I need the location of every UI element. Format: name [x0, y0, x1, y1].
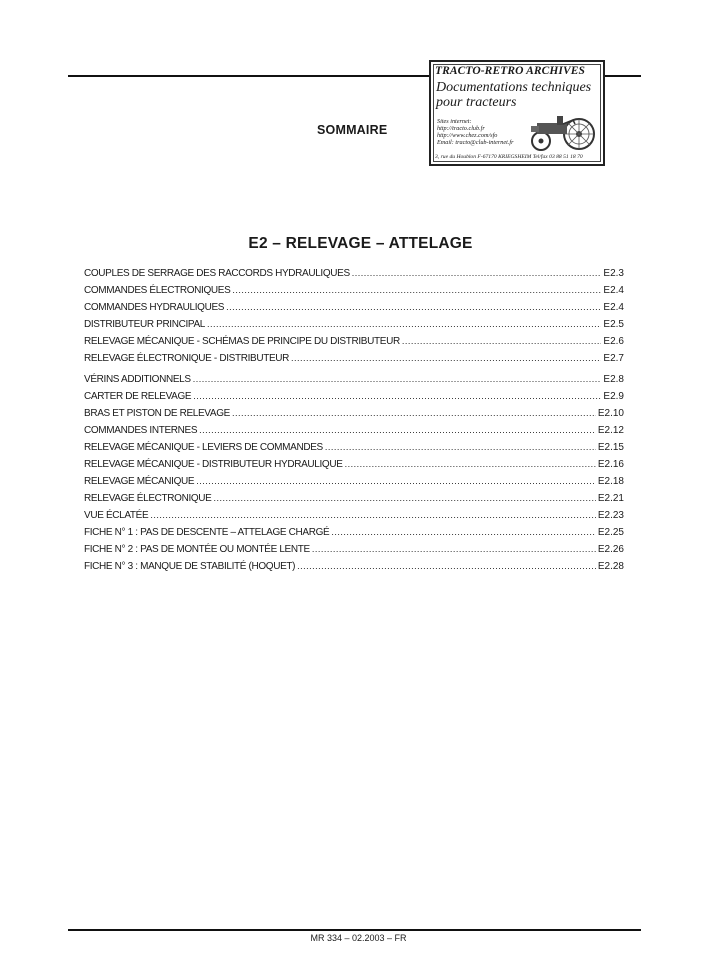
toc-entry-title: FICHE N° 1 : PAS DE DESCENTE – ATTELAGE CHARGÉ [84, 527, 330, 538]
toc-entry [84, 389, 624, 403]
toc-entry-page: E2.28 [597, 561, 624, 572]
toc-leader-dots [312, 542, 596, 556]
toc-entry-title: RELEVAGE MÉCANIQUE - SCHÉMAS DE PRINCIPE DU DISTRIBUTEUR [84, 336, 400, 347]
toc-entry-title: RELEVAGE MÉCANIQUE - LEVIERS DE COMMANDES [84, 442, 323, 453]
toc-entry-page: E2.15 [597, 442, 624, 453]
toc-entry-title: VÉRINS ADDITIONNELS [84, 374, 191, 385]
toc-entry [84, 266, 624, 280]
toc-entry [84, 491, 624, 505]
toc-entry-page: E2.8 [603, 374, 624, 385]
toc-entry [84, 351, 624, 365]
toc-entry-title: FICHE N° 2 : PAS DE MONTÉE OU MONTÉE LENTE [84, 544, 310, 555]
toc-leader-dots [331, 525, 595, 539]
stamp-address: 3, rue du Houblon F-67170 KRIEGSHEIM Tel/fax 03 88 51 18 70 [435, 154, 583, 160]
stamp-subtitle-line1: Documentations techniques [436, 80, 592, 95]
toc-entry-title: CARTER DE RELEVAGE [84, 391, 192, 402]
toc-entry-page: E2.6 [603, 336, 624, 347]
toc-entry-page: E2.16 [597, 459, 624, 470]
toc-entry-page: E2.10 [597, 408, 624, 419]
toc-entry [84, 559, 624, 573]
toc-leader-dots [207, 317, 601, 331]
toc-entry [84, 508, 624, 522]
toc-leader-dots [196, 474, 596, 488]
archive-stamp [429, 60, 605, 166]
section-title: E2 – RELEVAGE – ATTELAGE [248, 235, 473, 252]
toc-entry-title: DISTRIBUTEUR PRINCIPAL [84, 319, 206, 330]
toc-entry-page: E2.26 [597, 544, 624, 555]
toc-entry-page: E2.23 [597, 510, 624, 521]
toc-leader-dots [291, 351, 601, 365]
toc-leader-dots [232, 406, 596, 420]
toc-leader-dots [199, 423, 596, 437]
tractor-illustration [527, 110, 599, 152]
toc-leader-dots [232, 283, 601, 297]
toc-entry-title: BRAS ET PISTON DE RELEVAGE [84, 408, 230, 419]
stamp-subtitle-line2: pour tracteurs [436, 95, 517, 110]
toc-entry [84, 300, 624, 314]
toc-entry-title: FICHE N° 3 : MANQUE DE STABILITÉ (HOQUET) [84, 561, 296, 572]
toc-leader-dots [150, 508, 596, 522]
stamp-sites-label: Sites internet: [437, 118, 472, 125]
toc-entry-page: E2.21 [597, 493, 624, 504]
toc-entry [84, 440, 624, 454]
toc-leader-dots [226, 300, 601, 314]
toc-entry-title: RELEVAGE ÉLECTRONIQUE [84, 493, 212, 504]
toc-entry-title: VUE ÉCLATÉE [84, 510, 149, 521]
toc-entry [84, 423, 624, 437]
toc-entry-title: COMMANDES INTERNES [84, 425, 198, 436]
toc-leader-dots [214, 491, 596, 505]
toc-leader-dots [345, 457, 596, 471]
toc-entry-page: E2.3 [603, 268, 624, 279]
toc-entry [84, 283, 624, 297]
toc-leader-dots [352, 266, 602, 280]
toc-entry [84, 474, 624, 488]
toc-entry [84, 334, 624, 348]
toc-leader-dots [325, 440, 596, 454]
stamp-email: Email: tracto@club-internet.fr [437, 139, 514, 146]
footer-reference: MR 334 – 02.2003 – FR [310, 933, 407, 943]
sommaire-heading: SOMMAIRE [317, 123, 388, 137]
stamp-site-1: http://tracto.club.fr [437, 125, 485, 132]
toc-leader-dots [193, 389, 601, 403]
toc-entry-page: E2.5 [603, 319, 624, 330]
toc-entry-title: COUPLES DE SERRAGE DES RACCORDS HYDRAULIQUES [84, 268, 350, 279]
toc-entry-page: E2.7 [603, 353, 624, 364]
toc-leader-dots [402, 334, 602, 348]
toc-entry-page: E2.25 [597, 527, 624, 538]
toc-entry [84, 542, 624, 556]
toc-entry-page: E2.12 [597, 425, 624, 436]
bottom-rule [68, 929, 641, 931]
toc-leader-dots [193, 372, 602, 386]
toc-entry-page: E2.9 [603, 391, 624, 402]
toc-entry-title: RELEVAGE MÉCANIQUE [84, 476, 195, 487]
toc-entry [84, 372, 624, 386]
toc-entry [84, 406, 624, 420]
toc-leader-dots [297, 559, 596, 573]
toc-entry-title: COMMANDES ÉLECTRONIQUES [84, 285, 231, 296]
toc-entry-page: E2.18 [597, 476, 624, 487]
toc-entry [84, 317, 624, 331]
stamp-title: TRACTO-RETRO ARCHIVES [435, 65, 586, 77]
toc-entry-title: RELEVAGE MÉCANIQUE - DISTRIBUTEUR HYDRAULIQUE [84, 459, 343, 470]
toc-entry-title: RELEVAGE ÉLECTRONIQUE - DISTRIBUTEUR [84, 353, 290, 364]
toc-entry-page: E2.4 [603, 285, 624, 296]
toc-entry [84, 525, 624, 539]
toc-entry-title: COMMANDES HYDRAULIQUES [84, 302, 225, 313]
toc-entry-page: E2.4 [603, 302, 624, 313]
stamp-site-2: http://www.chez.com/sfo [437, 132, 498, 139]
toc-entry [84, 457, 624, 471]
